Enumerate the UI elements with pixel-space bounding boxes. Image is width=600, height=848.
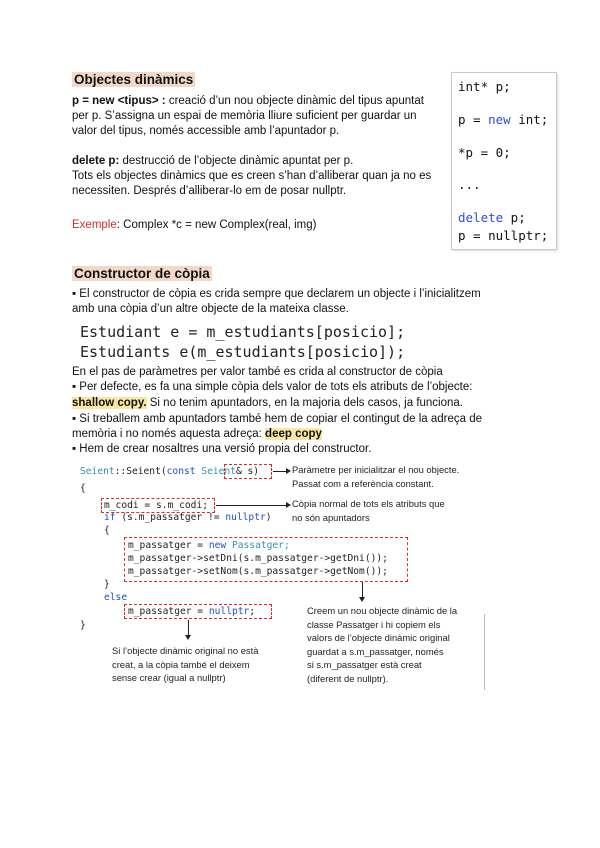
- note-deep-copy: Creem un nou objecte dinàmic de la classe Passatger i hi copiem els valors de l’objecte dinàmic original guardat a s.m_passatger, només si s.m_passatger està creat (diferent de nullptr).: [307, 605, 458, 684]
- paragraph-line: necessiten. Després d’alliberar-lo em de posar nullptr.: [72, 185, 347, 197]
- paragraph-line: valor del tipus, només accessible amb l’apuntador p.: [72, 125, 340, 137]
- nullptr-highlight-box: [124, 604, 272, 619]
- paragraph-line: amb una còpia d’un altre objecte de la mateixa classe.: [72, 303, 349, 315]
- diagram-code-line: m_passatger->setNom(s.m_passatger->getNom());: [128, 566, 388, 577]
- diagram-code-line: {: [104, 525, 110, 536]
- attribute-copy-highlight-box: [101, 498, 215, 513]
- param-highlight-box: [224, 464, 272, 479]
- code-line: int* p;: [458, 79, 511, 94]
- diagram-code-line: Seient::Seient(const Seient& s): [80, 466, 260, 477]
- arrowhead-attr-copy: [286, 502, 291, 508]
- diagram-code-line: }: [104, 579, 110, 590]
- diagram-code-line: }: [80, 620, 86, 631]
- arrow-attr-copy: [216, 505, 287, 506]
- code-line: p = new int;: [458, 112, 549, 127]
- section-title-dynamic-objects: Objectes dinàmics: [74, 72, 194, 87]
- arrowhead-deep-copy: [359, 597, 365, 602]
- note-nullptr: Si l’objecte dinàmic original no està creat, a la còpia també el deixem sense crear (igual a nullptr): [112, 645, 259, 683]
- paragraph-line: ▪ Per defecte, es fa una simple còpia dels valor de tots els atributs de l’objecte:: [72, 381, 473, 393]
- delete-definition: delete p: destrucció de l’objecte dinàmic apuntat per p.: [72, 155, 354, 167]
- shallow-copy-line: shallow copy. Si no tenim apuntadors, en la majoria dels casos, ja funciona.: [72, 397, 463, 409]
- note-attr-copy: Còpia normal de tots els atributs que no són apuntadors: [292, 498, 445, 523]
- diagram-code-line: m_passatger = nullptr;: [128, 606, 256, 617]
- diagram-code-line: {: [80, 483, 86, 494]
- diagram-code-line: m_codi = s.m_codi;: [104, 500, 208, 511]
- paragraph-line: per p. S’assigna un espai de memòria lliure suficient per guardar un: [72, 110, 417, 122]
- arrowhead-nullptr: [185, 635, 191, 640]
- deep-copy-line: memòria i no només aquesta adreça: deep copy: [72, 428, 322, 440]
- section-title-copy-constructor: Constructor de còpia: [74, 266, 210, 281]
- paragraph-line: ▪ Si treballem amb apuntadors també hem de copiar el contingut de la adreça de: [72, 413, 483, 425]
- code-line: *p = 0;: [458, 145, 511, 160]
- deep-copy-highlight-box: [124, 537, 408, 582]
- code-example-assignment: Estudiant e = m_estudiants[posicio];: [80, 323, 406, 341]
- diagram-code-line: if (s.m_passatger != nullptr): [104, 512, 272, 523]
- code-example-constructor: Estudiants e(m_estudiants[posicio]);: [80, 343, 406, 361]
- paragraph-line: En el pas de paràmetres per valor també es crida al constructor de còpia: [72, 366, 443, 378]
- code-line: delete p;: [458, 210, 526, 225]
- arrowhead-param: [286, 468, 291, 474]
- code-line: p = nullptr;: [458, 228, 549, 243]
- arrow-deep-copy: [362, 582, 363, 598]
- example-line: Exemple: Complex *c = new Complex(real, img): [72, 219, 317, 231]
- diagram-code-line: m_passatger->setDni(s.m_passatger->getDni());: [128, 553, 388, 564]
- diagram-code-line: else: [104, 592, 128, 603]
- code-line: ...: [458, 177, 481, 192]
- arrow-nullptr: [188, 620, 189, 636]
- arrow-param: [273, 471, 287, 472]
- diagram-code-line: m_passatger = new Passatger;: [128, 540, 290, 551]
- paragraph-line: ▪ Hem de crear nosaltres una versió propia del constructor.: [72, 443, 372, 455]
- code-example-box: [451, 72, 557, 250]
- paragraph-line: Tots els objectes dinàmics que es creen s’han d’alliberar quan ja no es: [72, 170, 432, 182]
- figure-edge-divider: [484, 614, 485, 690]
- new-definition: p = new <tipus> : creació d’un nou objecte dinàmic del tipus apuntat: [72, 95, 424, 107]
- note-param: Paràmetre per inicialitzar el nou objecte. Passat com a referència constant.: [292, 464, 460, 489]
- paragraph-line: ▪ El constructor de còpia es crida sempre que declarem un objecte i l’inicialitzem: [72, 288, 481, 300]
